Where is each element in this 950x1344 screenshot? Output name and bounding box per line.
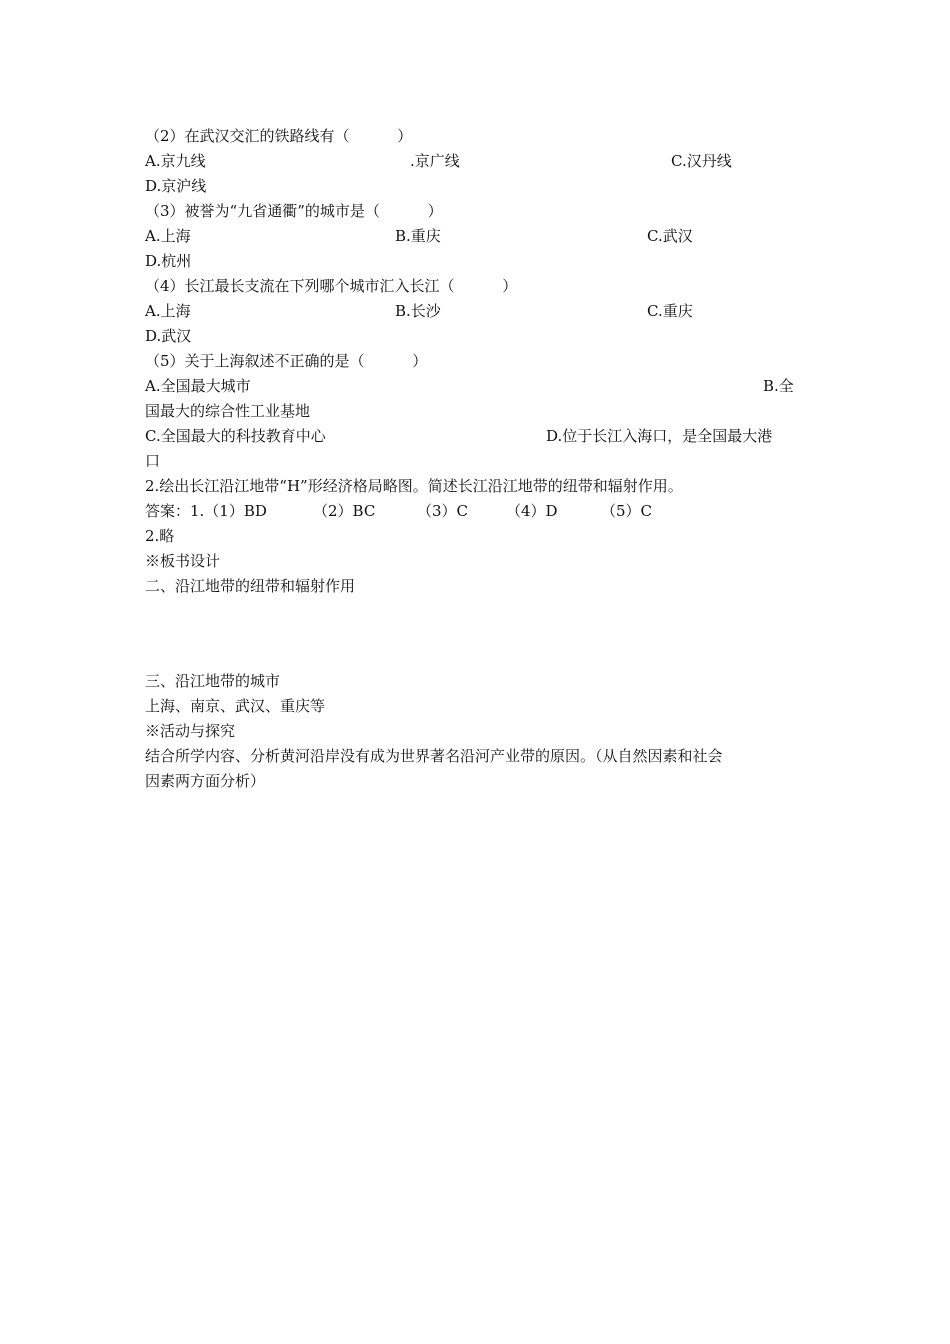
activity-heading: ※活动与探究: [145, 722, 236, 740]
answer-5: （5）C: [601, 502, 653, 520]
question-5-options-row-1: [145, 374, 800, 399]
q4-option-d: D.武汉: [145, 327, 192, 345]
q2-option-a: A.京九线: [145, 152, 206, 170]
question-2: （2）在武汉交汇的铁路线有（ ）: [145, 127, 413, 145]
activity-text-line-2: 因素两方面分析）: [145, 772, 266, 790]
board-section-3: 三、沿江地带的城市: [145, 672, 281, 690]
q3-option-b: B.重庆: [395, 227, 441, 245]
question-3-options-row: [145, 224, 805, 249]
question-3: （3）被誉为“九省通衢”的城市是（ ）: [145, 202, 443, 220]
answer-line-2: 2.略: [145, 527, 175, 545]
q3-option-a: A.上海: [145, 227, 191, 245]
q4-option-b: B.长沙: [395, 302, 441, 320]
question-5: （5）关于上海叙述不正确的是（ ）: [145, 352, 428, 370]
activity-text-line-1: 结合所学内容、分析黄河沿岸没有成为世界著名沿河产业带的原因。（从自然因素和社会: [145, 747, 723, 765]
question-4: （4）长江最长支流在下列哪个城市汇入长江（ ）: [145, 277, 518, 295]
board-design-heading: ※板书设计: [145, 552, 221, 570]
question-draw-map: 2.绘出长江沿江地带“H”形经济格局略图。简述长江沿江地带的纽带和辐射作用。: [145, 477, 683, 495]
q2-option-b: .京广线: [410, 152, 460, 170]
answer-4: （4）D: [506, 502, 558, 520]
q5-option-d: D.位于长江入海口，是全国最大港: [546, 427, 773, 445]
answers-row: [145, 499, 705, 524]
q5-option-c: C.全国最大的科技教育中心: [145, 427, 326, 445]
q3-option-d: D.杭州: [145, 252, 192, 270]
q5-option-d-continued: 口: [145, 452, 161, 470]
q5-option-a: A.全国最大城市: [145, 377, 251, 395]
answer-3: （3）C: [417, 502, 469, 520]
question-2-options-row: [145, 149, 805, 174]
answer-1: 答案：1.（1）BD: [145, 502, 267, 520]
q4-option-a: A.上海: [145, 302, 191, 320]
board-section-2: 二、沿江地带的纽带和辐射作用: [145, 577, 356, 595]
q2-option-d: D.京沪线: [145, 177, 207, 195]
q5-option-b: B.全: [763, 377, 794, 395]
question-4-options-row: [145, 299, 805, 324]
board-cities: 上海、南京、武汉、重庆等: [145, 697, 326, 715]
q5-option-b-continued: 国最大的综合性工业基地: [145, 402, 311, 420]
q2-option-c: C.汉丹线: [671, 152, 732, 170]
answer-2: （2）BC: [313, 502, 376, 520]
q4-option-c: C.重庆: [647, 302, 693, 320]
question-5-options-row-2: [145, 424, 805, 449]
q3-option-c: C.武汉: [647, 227, 693, 245]
